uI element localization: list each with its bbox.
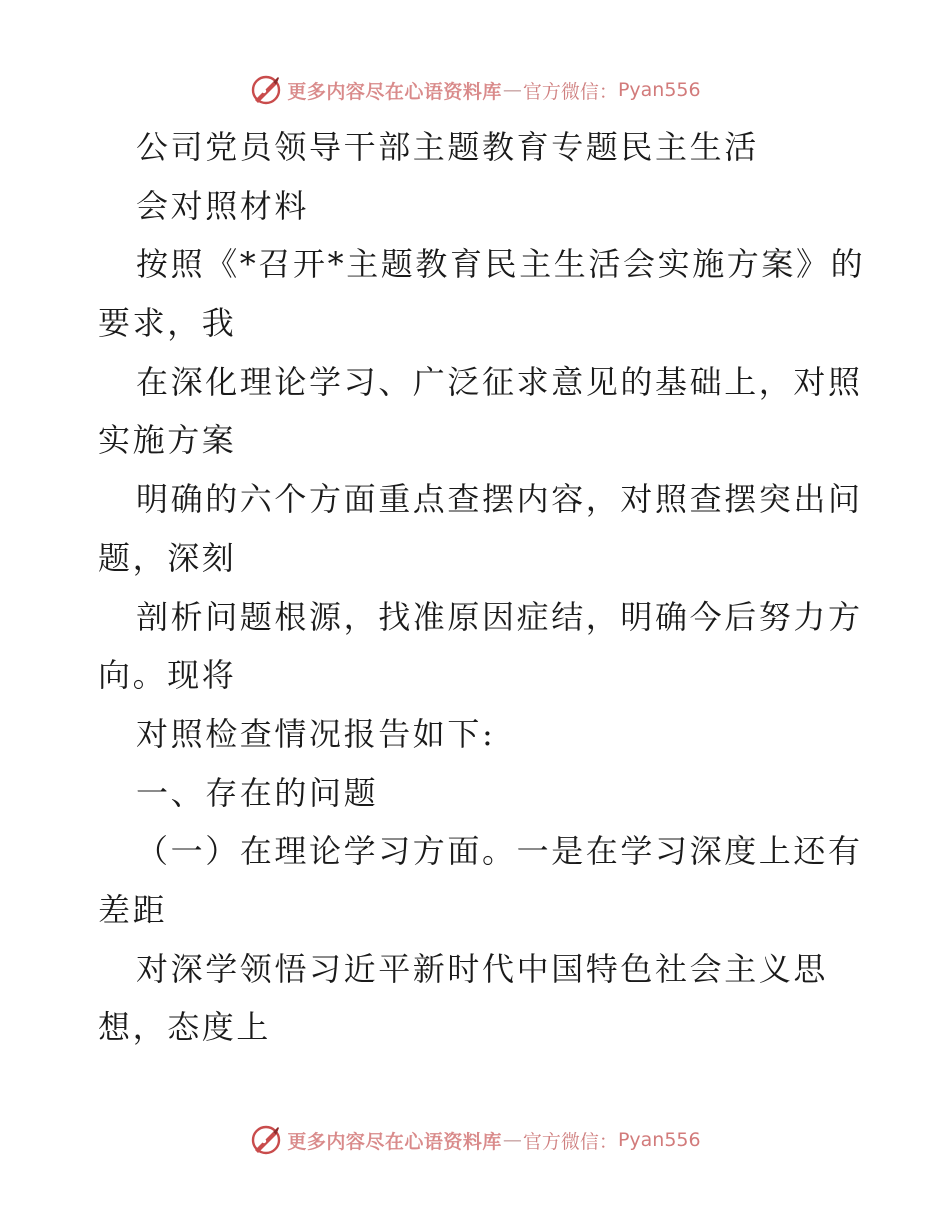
text-line: 要求，我 <box>98 304 237 343</box>
text-line: 对深学领悟习近平新时代中国特色社会主义思 <box>136 949 829 988</box>
text-line: 想，态度上 <box>98 1008 272 1047</box>
pen-logo-icon <box>249 1123 283 1157</box>
text-line: 实施方案 <box>98 421 237 460</box>
banner-text: 更多内容尽在心语资料库 <box>287 1130 502 1153</box>
banner-text: 更多内容尽在心语资料库 <box>287 80 502 103</box>
footer-watermark-banner <box>0 1120 950 1160</box>
banner-wechat-label: 官方微信： <box>522 80 618 103</box>
text-line: 题，深刻 <box>98 538 237 577</box>
text-line: 明确的六个方面重点查摆内容，对照查摆突出问 <box>136 480 863 519</box>
document-body <box>98 118 866 1057</box>
text-line: 按照《*召开*主题教育民主生活会实施方案》的 <box>136 245 866 284</box>
header-watermark-banner <box>0 70 950 110</box>
text-line: 差距 <box>98 890 168 929</box>
banner-wechat-label: 官方微信： <box>522 1130 618 1153</box>
text-line: 向。现将 <box>98 656 237 695</box>
text-line: 对照检查情况报告如下: <box>136 714 496 753</box>
text-line: 会对照材料 <box>136 186 310 225</box>
banner-wechat-id: Pyan556 <box>617 79 701 101</box>
banner-dash: — <box>502 79 522 101</box>
text-line: 一、存在的问题 <box>136 773 379 812</box>
banner-wechat-id: Pyan556 <box>617 1129 701 1151</box>
banner-dash: — <box>502 1129 522 1151</box>
text-line: 公司党员领导干部主题教育专题民主生活 <box>136 128 759 166</box>
text-line: （一）在理论学习方面。一是在学习深度上还有 <box>136 832 863 871</box>
text-line: 剖析问题根源，找准原因症结，明确今后努力方 <box>136 597 863 636</box>
pen-logo-icon <box>249 73 283 107</box>
text-line: 在深化理论学习、广泛征求意见的基础上，对照 <box>136 362 863 401</box>
